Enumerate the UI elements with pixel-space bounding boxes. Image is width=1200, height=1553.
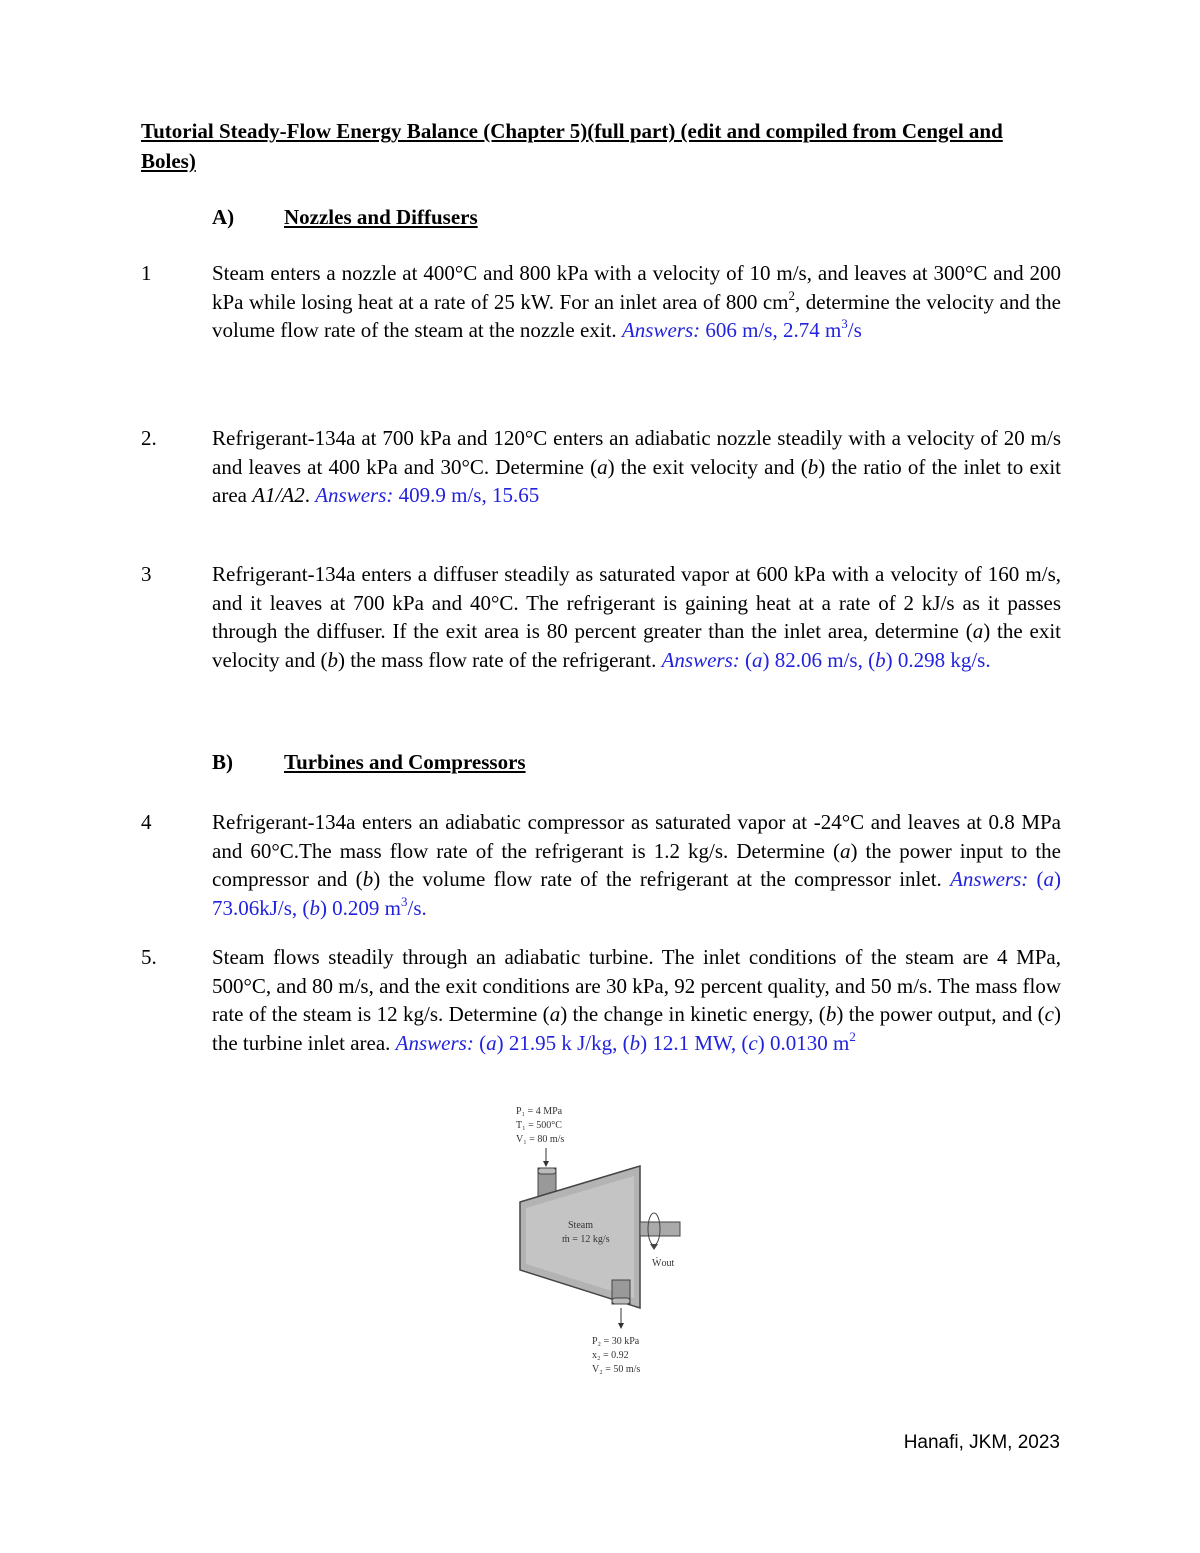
section-letter: B): [212, 750, 233, 774]
section-name: Turbines and Compressors: [284, 750, 526, 774]
answer-text: Answers: (a) 21.95 k J/kg, (b) 12.1 MW, (c) 0.0130 $m^2$: [395, 1028, 856, 1055]
section-letter: A): [212, 205, 235, 229]
answer-text: Answers: 409.9 m/s, 15.65: [315, 483, 540, 507]
answer-text: Answers: 606 m/s, 2.74 $m^3/s$: [621, 316, 862, 342]
question-text: Refrigerant-134a enters a diffuser steadily as saturated vapor at 600 kPa with a velocity of 160 m/s, and it leaves at 700 kPa and 40°C. The refrigerant is gaining heat at a rate of 2 kJ/s as it passes through the diffuser. If the exit area is 80 percent greater than the inlet area, determine (a) the exit velocity and (b) the mass flow rate of the refrigerant. Answers: (a) 82.06 m/s, (b) 0.298 kg/s.: [212, 562, 1061, 672]
turbine-diagram: [500, 1098, 710, 1380]
inlet-pressure-label: P₁ = 4 MPa: [516, 1106, 563, 1117]
question-number: 2.: [141, 426, 157, 450]
work-output-label: Ẇout: [652, 1258, 675, 1269]
question-number: 1: [141, 261, 152, 285]
question-text: Refrigerant-134a at 700 kPa and 120°C enters an adiabatic nozzle steadily with a velocity of 20 m/s and leaves at 400 kPa and 30°C. Determine (a) the exit velocity and (b) the ratio of the inlet to exit area A1/A2. Answers: 409.9 m/s, 15.65: [212, 426, 1061, 507]
outlet-quality-label: x₂ = 0.92: [592, 1350, 629, 1361]
outlet-velocity-label: V₂ = 50 m/s: [592, 1364, 641, 1375]
page-title: Tutorial Steady-Flow Energy Balance (Chapter 5)(full part) (edit and compiled from Cengel and Boles): [141, 119, 1003, 173]
answer-text: Answers: (a) 73.06kJ/s, (b) 0.209 $m^3/s$.: [212, 867, 1062, 920]
body-label-steam: Steam: [568, 1220, 593, 1231]
section-heading-a: [212, 205, 478, 230]
inlet-temperature-label: T₁ = 500°C: [516, 1120, 562, 1131]
section-heading-b: [212, 750, 526, 775]
question-number: 5.: [141, 945, 157, 969]
inlet-velocity-label: V₁ = 80 m/s: [516, 1134, 565, 1145]
question-text: Steam flows steadily through an adiabatic turbine. The inlet conditions of the steam are 4 MPa, 500°C, and 80 m/s, and the exit conditions are 30 kPa, 92 percent quality, and 50 m/s. The mass flow rate of the steam is 12 kg/s. Determine (a) the change in kinetic energy, (b) the power output, and (c) the turbine inlet area. Answers: (a) 21.95 k J/kg, (b) 12.1 MW, (c) 0.0130 $m^2$: [212, 945, 1061, 1055]
outlet-arrow-head: [618, 1323, 624, 1329]
inlet-arrow-head: [543, 1161, 549, 1167]
question-number: 3: [141, 562, 152, 586]
question-text: Steam enters a nozzle at 400°C and 800 kPa with a velocity of 10 m/s, and leaves at 300°C and 200 kPa while losing heat at a rate of 25 kW. For an inlet area of 800 $cm^2$, determine the velocity and the volume flow rate of the steam at the nozzle exit. Answers: 606 m/s, 2.74 $m^3/s$: [212, 261, 1061, 342]
page-footer: Hanafi, JKM, 2023: [903, 1432, 1060, 1453]
section-name: Nozzles and Diffusers: [284, 205, 478, 229]
outlet-pressure-label: P₂ = 30 kPa: [592, 1336, 640, 1347]
answer-text: Answers: (a) 82.06 m/s, (b) 0.298 kg/s.: [661, 647, 991, 672]
body-label-mass-flow: ṁ = 12 kg/s: [562, 1234, 610, 1245]
question-number: 4: [141, 810, 152, 834]
question-text: Refrigerant-134a enters an adiabatic compressor as saturated vapor at -24°C and leaves at 0.8 MPa and 60°C.The mass flow rate of the refrigerant is 1.2 kg/s. Determine (a) the power input to the compressor and (b) the volume flow rate of the refrigerant at the compressor inlet. Answers: (a) 73.06kJ/s, (b) 0.209 $m^3/s$.: [212, 810, 1062, 920]
